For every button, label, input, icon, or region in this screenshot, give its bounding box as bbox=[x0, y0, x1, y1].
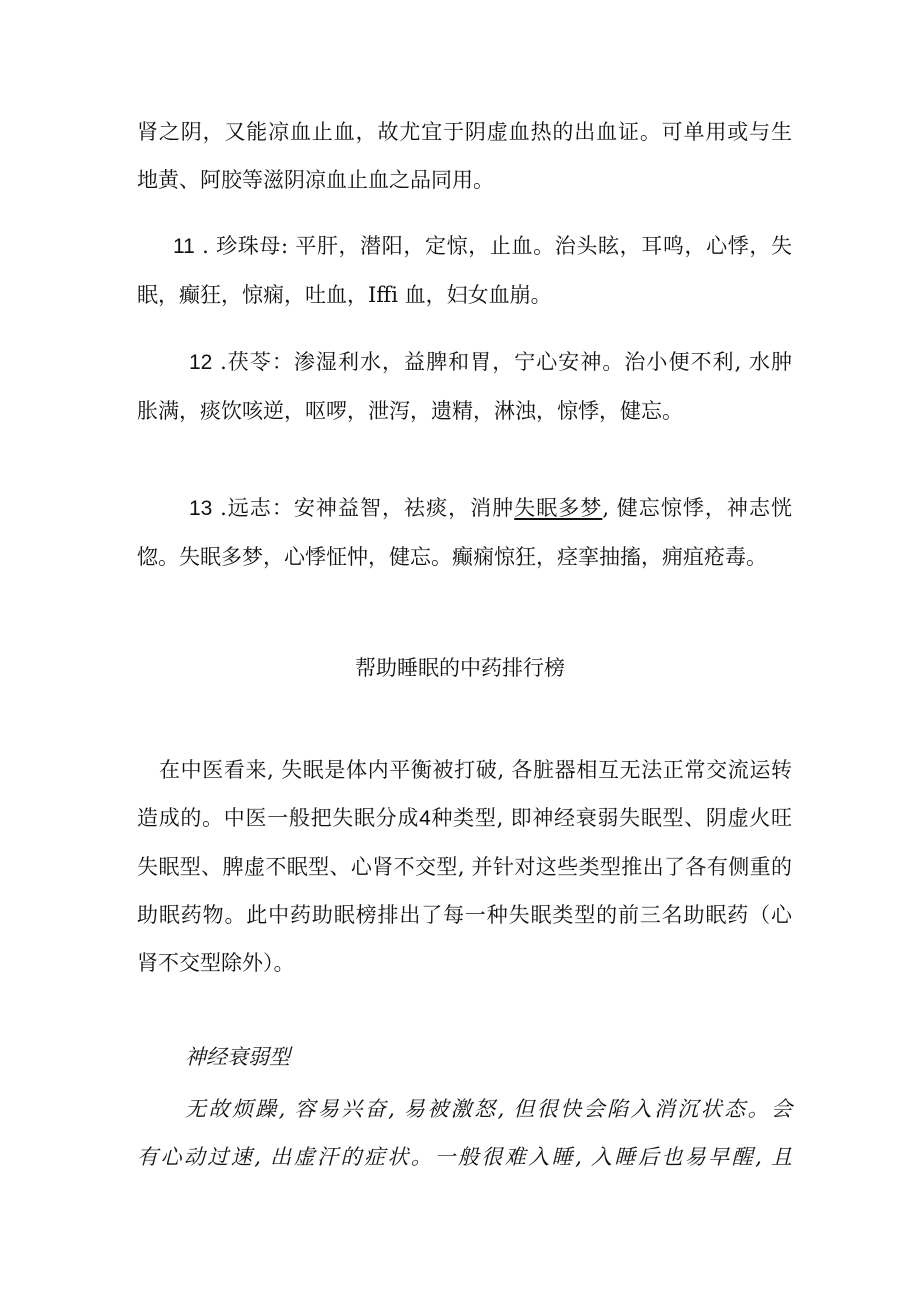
text-line: 有心动过速, 出虚汗的症状。一般很难入睡, 入睡后也易早醒, 且 bbox=[137, 1145, 792, 1169]
text-line: 地黄、阿胶等滋阴凉血止血之品同用。 bbox=[137, 168, 494, 192]
text-line: 肾之阴，又能凉血止血，故尤宜于阴虚血热的出血证。可单用或与生 bbox=[137, 120, 792, 144]
text-line bbox=[137, 794, 792, 843]
item-text: .远志：安神益智，祛痰，消肿 bbox=[212, 496, 515, 520]
item-text: . 珍珠母: 平肝，潜阳，定惊，止血。治头眩，耳鸣，心悸，失 bbox=[194, 234, 792, 258]
item-number: 11 bbox=[173, 235, 195, 258]
herb-item-12 bbox=[137, 338, 792, 435]
item-number: 13 bbox=[189, 497, 213, 520]
section-heading: 帮助睡眠的中药排行榜 bbox=[355, 656, 565, 680]
subsection-title-text: 神经衰弱型 bbox=[185, 1045, 290, 1069]
subsection-paragraph bbox=[137, 1085, 792, 1181]
herb-item-11 bbox=[137, 222, 792, 319]
text-line bbox=[137, 484, 792, 533]
item-number: 12 bbox=[189, 351, 213, 374]
text-line: 胀满，痰饮咳逆，呕啰，泄泻，遗精，淋浊，惊悸，健忘。 bbox=[137, 399, 683, 423]
number-text: 4 bbox=[419, 807, 431, 830]
text-line: 在中医看来, 失眠是体内平衡被打破, 各脏器相互无法正常交流运转 bbox=[159, 758, 792, 782]
herb-item-13 bbox=[137, 484, 792, 581]
item-text: , 健忘惊悸，神志恍 bbox=[602, 496, 792, 520]
text-line bbox=[137, 338, 792, 387]
text-line: 失眠型、脾虚不眠型、心肾不交型, 并针对这些类型推出了各有侧重的 bbox=[137, 855, 792, 879]
intro-paragraph bbox=[137, 108, 792, 204]
text-line: 眠，癫狂，惊痫，吐血，Iffi 血，妇女血崩。 bbox=[137, 283, 552, 307]
text-run: 造成的。中医一般把失眠分成 bbox=[137, 806, 420, 830]
text-line bbox=[137, 222, 792, 271]
main-paragraph bbox=[137, 746, 792, 987]
text-line: 无故烦躁, 容易兴奋, 易被激怒, 但很快会陷入消沉状态。会 bbox=[185, 1097, 792, 1121]
text-line: 惚。失眠多梦，心悸怔忡，健忘。癫痫惊狂，痉挛抽搐，痈疽疮毒。 bbox=[137, 545, 767, 569]
text-line: 助眠药物。此中药助眠榜排出了每一种失眠类型的前三名助眠药（心 bbox=[137, 903, 792, 927]
underlined-text: 失眠多梦 bbox=[514, 496, 603, 520]
text-run: 种类型, 即神经衰弱失眠型、阴虚火旺 bbox=[430, 806, 793, 830]
text-line: 肾不交型除外）。 bbox=[137, 951, 295, 975]
subsection-title bbox=[185, 1033, 385, 1081]
item-text: .茯苓：渗湿利水，益脾和胃，宁心安神。治小便不利, 水肿 bbox=[212, 350, 792, 374]
